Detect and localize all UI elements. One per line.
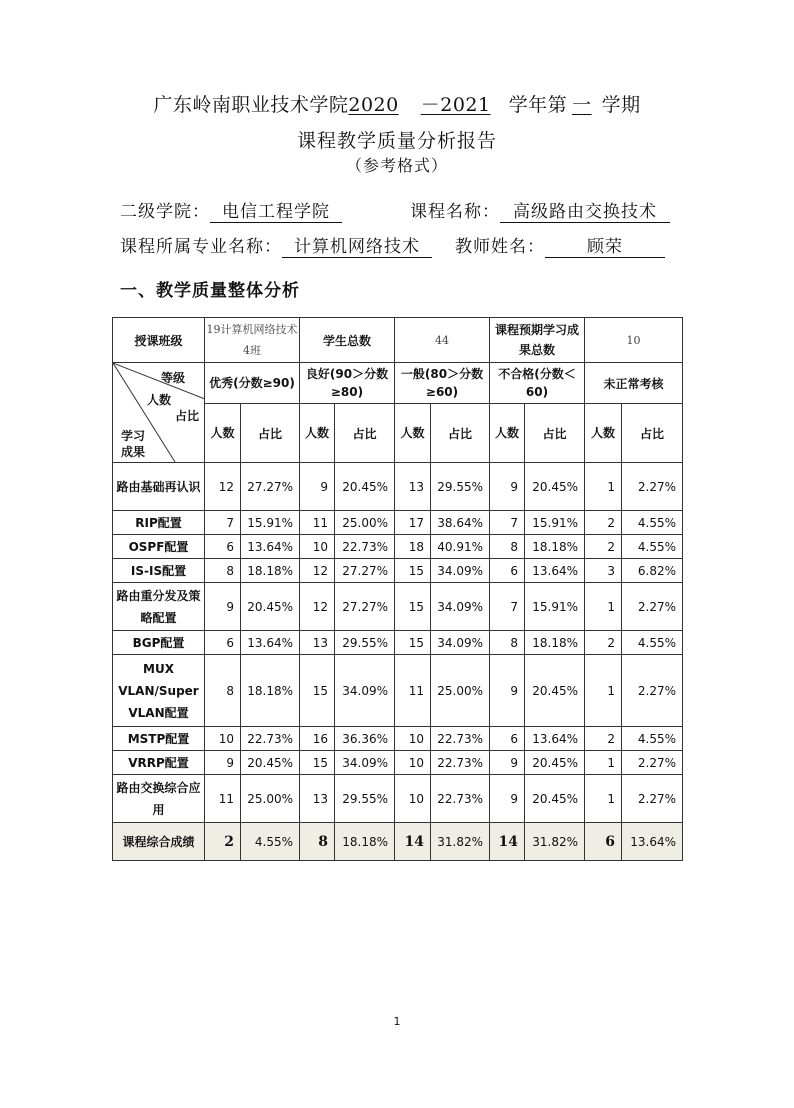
count-cell: 1 bbox=[585, 463, 622, 511]
ratio-cell: 25.00% bbox=[241, 775, 300, 823]
major-value: 计算机网络技术 bbox=[282, 237, 432, 258]
count-cell: 16 bbox=[300, 727, 335, 751]
ratio-cell: 2.27% bbox=[622, 655, 683, 727]
count-cell: 9 bbox=[490, 463, 525, 511]
ratio-cell: 13.64% bbox=[241, 535, 300, 559]
term-label: 学期 bbox=[601, 94, 641, 116]
term: 一 bbox=[572, 94, 592, 116]
count-cell: 6 bbox=[205, 535, 241, 559]
count-cell: 15 bbox=[395, 559, 431, 583]
count-cell: 9 bbox=[490, 751, 525, 775]
count-cell: 11 bbox=[205, 775, 241, 823]
page-number: 1 bbox=[393, 1015, 401, 1028]
count-cell: 8 bbox=[490, 535, 525, 559]
count-cell: 6 bbox=[205, 631, 241, 655]
ratio-cell: 2.27% bbox=[622, 583, 683, 631]
ratio-cell: 20.45% bbox=[241, 583, 300, 631]
class-value: 19计算机网络技术4班 bbox=[205, 318, 300, 363]
outcomes-label: 课程预期学习成果总数 bbox=[490, 318, 585, 363]
table-row bbox=[113, 727, 683, 751]
count-cell: 6 bbox=[490, 727, 525, 751]
level-excellent: 优秀(分数≥90) bbox=[205, 363, 300, 404]
count-cell: 10 bbox=[300, 535, 335, 559]
diag-outcome-2: 成果 bbox=[121, 445, 146, 459]
outcome-name: RIP配置 bbox=[113, 511, 205, 535]
table-row bbox=[113, 511, 683, 535]
count-cell: 11 bbox=[395, 655, 431, 727]
ratio-cell: 2.27% bbox=[622, 775, 683, 823]
count-cell: 9 bbox=[490, 655, 525, 727]
summary-cell: 14 bbox=[395, 823, 431, 861]
level-fail: 不合格(分数＜60) bbox=[490, 363, 585, 404]
count-cell: 1 bbox=[585, 751, 622, 775]
count-cell: 7 bbox=[490, 583, 525, 631]
count-cell: 1 bbox=[585, 655, 622, 727]
count-cell: 12 bbox=[205, 463, 241, 511]
count-cell: 2 bbox=[585, 535, 622, 559]
ratio-cell: 2.27% bbox=[622, 751, 683, 775]
table-row bbox=[113, 775, 683, 823]
ratio-cell: 38.64% bbox=[431, 511, 490, 535]
ratio-cell: 25.00% bbox=[431, 655, 490, 727]
outcome-name: 路由交换综合应用 bbox=[113, 775, 205, 823]
count-header: 人数 bbox=[300, 404, 335, 463]
outcome-name: VRRP配置 bbox=[113, 751, 205, 775]
level-good: 良好(90＞分数≥80) bbox=[300, 363, 395, 404]
summary-cell: 6 bbox=[585, 823, 622, 861]
ratio-cell: 18.18% bbox=[525, 535, 585, 559]
summary-cell: 4.55% bbox=[241, 823, 300, 861]
count-header: 人数 bbox=[205, 404, 241, 463]
count-cell: 7 bbox=[490, 511, 525, 535]
summary-row bbox=[113, 823, 683, 861]
outcome-name: IS-IS配置 bbox=[113, 559, 205, 583]
diag-outcome-1: 学习 bbox=[121, 429, 146, 443]
ratio-cell: 29.55% bbox=[431, 463, 490, 511]
count-cell: 6 bbox=[490, 559, 525, 583]
count-cell: 1 bbox=[585, 583, 622, 631]
ratio-cell: 15.91% bbox=[525, 511, 585, 535]
count-cell: 3 bbox=[585, 559, 622, 583]
count-cell: 12 bbox=[300, 583, 335, 631]
table-row bbox=[113, 631, 683, 655]
count-cell: 15 bbox=[300, 751, 335, 775]
outcome-name: 路由基础再认识 bbox=[113, 463, 205, 511]
count-cell: 9 bbox=[490, 775, 525, 823]
count-cell: 1 bbox=[585, 775, 622, 823]
ratio-cell: 13.64% bbox=[525, 559, 585, 583]
ratio-cell: 4.55% bbox=[622, 631, 683, 655]
ratio-cell: 34.09% bbox=[431, 631, 490, 655]
ratio-cell: 27.27% bbox=[335, 559, 395, 583]
section-heading: 一、教学质量整体分析 bbox=[120, 281, 300, 301]
outcome-name: BGP配置 bbox=[113, 631, 205, 655]
ratio-cell: 20.45% bbox=[525, 775, 585, 823]
ratio-cell: 29.55% bbox=[335, 631, 395, 655]
count-cell: 13 bbox=[300, 631, 335, 655]
ratio-cell: 22.73% bbox=[431, 751, 490, 775]
quality-table bbox=[112, 317, 683, 861]
count-cell: 15 bbox=[395, 583, 431, 631]
diag-ratio: 占比 bbox=[175, 409, 200, 423]
ratio-cell: 13.64% bbox=[525, 727, 585, 751]
ratio-cell: 18.18% bbox=[241, 559, 300, 583]
students-label: 学生总数 bbox=[300, 318, 395, 363]
teacher-field: 教师姓名： 顾荣 bbox=[455, 232, 665, 258]
count-cell: 9 bbox=[300, 463, 335, 511]
ratio-cell: 22.73% bbox=[241, 727, 300, 751]
count-cell: 12 bbox=[300, 559, 335, 583]
year-start: 2020 －2021 bbox=[348, 94, 491, 116]
ratio-header: 占比 bbox=[431, 404, 490, 463]
ratio-cell: 2.27% bbox=[622, 463, 683, 511]
ratio-cell: 4.55% bbox=[622, 535, 683, 559]
ratio-cell: 15.91% bbox=[241, 511, 300, 535]
class-label: 授课班级 bbox=[113, 318, 205, 363]
count-cell: 7 bbox=[205, 511, 241, 535]
summary-cell: 2 bbox=[205, 823, 241, 861]
ratio-header: 占比 bbox=[525, 404, 585, 463]
diagonal-header bbox=[113, 363, 205, 463]
count-header: 人数 bbox=[490, 404, 525, 463]
ratio-cell: 34.09% bbox=[431, 583, 490, 631]
count-cell: 9 bbox=[205, 751, 241, 775]
ratio-cell: 22.73% bbox=[431, 775, 490, 823]
count-cell: 10 bbox=[395, 751, 431, 775]
ratio-header: 占比 bbox=[335, 404, 395, 463]
ratio-cell: 22.73% bbox=[335, 535, 395, 559]
count-cell: 17 bbox=[395, 511, 431, 535]
ratio-cell: 27.27% bbox=[241, 463, 300, 511]
ratio-cell: 20.45% bbox=[525, 751, 585, 775]
ratio-cell: 20.45% bbox=[525, 655, 585, 727]
college-value: 电信工程学院 bbox=[210, 202, 342, 223]
level-absent: 未正常考核 bbox=[585, 363, 683, 404]
table-row bbox=[113, 751, 683, 775]
table-row bbox=[113, 559, 683, 583]
course-value: 高级路由交换技术 bbox=[500, 202, 670, 223]
count-cell: 9 bbox=[205, 583, 241, 631]
teacher-value: 顾荣 bbox=[545, 237, 665, 258]
ratio-header: 占比 bbox=[241, 404, 300, 463]
count-cell: 10 bbox=[205, 727, 241, 751]
ratio-cell: 4.55% bbox=[622, 727, 683, 751]
ratio-cell: 18.18% bbox=[241, 655, 300, 727]
school-name: 广东岭南职业技术学院 bbox=[153, 94, 349, 116]
outcome-name: OSPF配置 bbox=[113, 535, 205, 559]
table-row bbox=[113, 535, 683, 559]
count-cell: 8 bbox=[490, 631, 525, 655]
count-cell: 15 bbox=[395, 631, 431, 655]
ratio-cell: 34.09% bbox=[335, 655, 395, 727]
table-row bbox=[113, 583, 683, 631]
ratio-cell: 34.09% bbox=[335, 751, 395, 775]
summary-cell: 18.18% bbox=[335, 823, 395, 861]
count-cell: 10 bbox=[395, 727, 431, 751]
count-cell: 18 bbox=[395, 535, 431, 559]
major-field: 课程所属专业名称： 计算机网络技术 bbox=[120, 232, 432, 258]
students-value: 44 bbox=[395, 318, 490, 363]
count-cell: 2 bbox=[585, 511, 622, 535]
ratio-cell: 29.55% bbox=[335, 775, 395, 823]
table-head-row bbox=[113, 318, 683, 363]
table-row bbox=[113, 655, 683, 727]
ratio-cell: 36.36% bbox=[335, 727, 395, 751]
ratio-cell: 27.27% bbox=[335, 583, 395, 631]
ratio-cell: 25.00% bbox=[335, 511, 395, 535]
count-cell: 2 bbox=[585, 631, 622, 655]
ratio-cell: 40.91% bbox=[431, 535, 490, 559]
levels-row bbox=[113, 363, 683, 404]
outcome-name: MUX VLAN/Super VLAN配置 bbox=[113, 655, 205, 727]
count-header: 人数 bbox=[585, 404, 622, 463]
outcome-name: MSTP配置 bbox=[113, 727, 205, 751]
course-field: 课程名称： 高级路由交换技术 bbox=[410, 197, 670, 223]
ratio-cell: 6.82% bbox=[622, 559, 683, 583]
summary-cell: 13.64% bbox=[622, 823, 683, 861]
ratio-cell: 22.73% bbox=[431, 727, 490, 751]
count-header: 人数 bbox=[395, 404, 431, 463]
summary-cell: 31.82% bbox=[431, 823, 490, 861]
outcome-rows bbox=[113, 463, 683, 823]
report-subtitle: （参考格式） bbox=[345, 156, 448, 175]
ratio-cell: 15.91% bbox=[525, 583, 585, 631]
outcomes-value: 10 bbox=[585, 318, 683, 363]
diag-people: 人数 bbox=[147, 393, 172, 407]
ratio-header: 占比 bbox=[622, 404, 683, 463]
count-cell: 10 bbox=[395, 775, 431, 823]
diag-grade: 等级 bbox=[161, 371, 186, 385]
ratio-cell: 20.45% bbox=[335, 463, 395, 511]
summary-label: 课程综合成绩 bbox=[113, 823, 205, 861]
outcome-name: 路由重分发及策略配置 bbox=[113, 583, 205, 631]
count-cell: 11 bbox=[300, 511, 335, 535]
summary-cell: 14 bbox=[490, 823, 525, 861]
count-cell: 8 bbox=[205, 559, 241, 583]
count-cell: 15 bbox=[300, 655, 335, 727]
report-school-title bbox=[0, 90, 794, 117]
college-field: 二级学院： 电信工程学院 bbox=[120, 197, 342, 223]
count-cell: 13 bbox=[395, 463, 431, 511]
summary-cell: 31.82% bbox=[525, 823, 585, 861]
ratio-cell: 20.45% bbox=[525, 463, 585, 511]
level-average: 一般(80＞分数≥60) bbox=[395, 363, 490, 404]
ratio-cell: 13.64% bbox=[241, 631, 300, 655]
count-cell: 13 bbox=[300, 775, 335, 823]
ratio-cell: 4.55% bbox=[622, 511, 683, 535]
year-label: 学年第 bbox=[508, 94, 568, 116]
ratio-cell: 34.09% bbox=[431, 559, 490, 583]
count-cell: 8 bbox=[205, 655, 241, 727]
count-cell: 2 bbox=[585, 727, 622, 751]
summary-cell: 8 bbox=[300, 823, 335, 861]
report-title: 课程教学质量分析报告 bbox=[296, 130, 497, 152]
ratio-cell: 20.45% bbox=[241, 751, 300, 775]
ratio-cell: 18.18% bbox=[525, 631, 585, 655]
table-row bbox=[113, 463, 683, 511]
